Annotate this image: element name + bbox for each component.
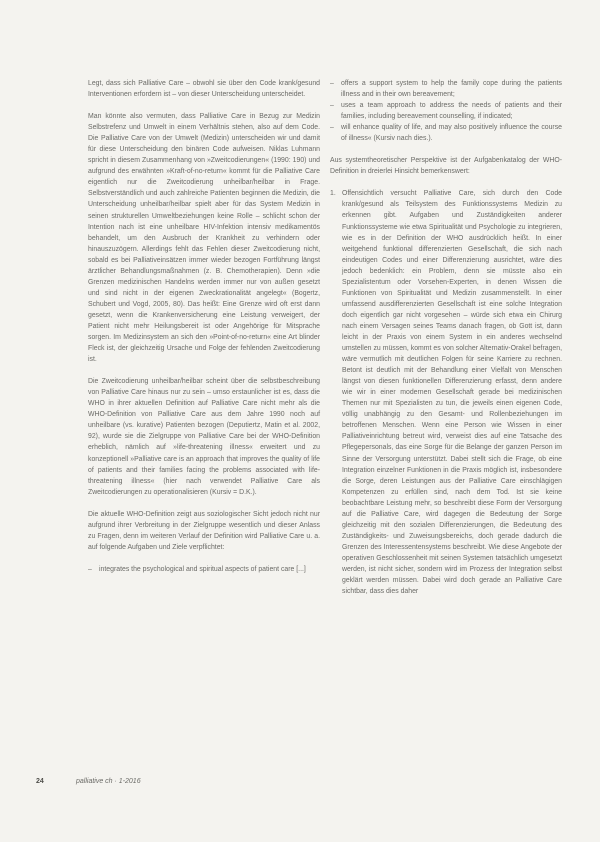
left-column xyxy=(88,78,320,586)
bullet-list xyxy=(330,78,562,144)
paragraph: Man könnte also vermuten, dass Palliative Care in Bezug zur Medizin Selbstrefenz und Umwelt in einem Verhältnis stehen, also auf dem Code. Die Palliative Care von der Umwelt (Medizin) unterscheiden wir und damit für diese Unterscheidung den binären Code aufweisen. Niklas Luhmann spricht in diesem Zusammenhang von »Zweitcodierungen« (1990: 190) und aufgrund des erwähnten »Kraft-of-no-return« kommt für die Palliative Care eigentlich nur die Zweitcodierung unheilbar/heilbar in Frage. Selbstverständlich und auch zahlreiche Patienten beginnen die Medizin, die Unterscheidung unheilbar/heilbar spielt aber für das System Medizin in seinen strukturellen Umweltbeziehungen keine Rolle – schlicht schon der Intention nach ist eine unheilbare HIV-Infektion intensiv medikamentös behandelt, um den Ausbruch der Krankheit zu verhindern oder hinauszuzögern. Allerdings fehlt das Fehlen dieser Zweitcodierung nicht, sobald es bei Palliativeinsätzen immer wieder bezogen Fortführung längst ärztlicher Behandlungsmaßnahmen (z. B. Chemotherapien). Denn »die Grenzen medizinischen Handelns werden immer nur von außen gesetzt und sind nicht in der eigenen Zweckrationalität angelegt« (Bogertz, Schubert und Vogd, 2005, 80). Das heißt: Eine Grenze wird oft erst dann gesetzt, wenn die Krankenversicherung eine Leistung verweigert, der Patient nicht mehr Heilungsbereit ist oder Angehörige für Mitsprache sorgen. Im Medizinsystem an sich den »Point-of-no-return« eine Art blinder Fleck ist, der gleichzeitig Ursache und Folge der fehlenden Zweitcodierung ist. xyxy=(88,113,320,364)
list-item: – integrates the psychological and spiritual aspects of patient care [...] xyxy=(88,564,320,575)
list-item: – will enhance quality of life, and may also positively influence the course of illness« (Kursiv nach dies.). xyxy=(330,122,562,144)
numbered-list xyxy=(330,188,562,597)
bullet-list xyxy=(88,564,320,575)
paragraph: Die Zweitcodierung unheilbar/heilbar scheint über die selbstbeschreibung von Palliative Care hinaus nur zu sein – umso erstaunlicher ist es, dass die WHO in ihrer aktuellen Definition auf Palliative Care nicht mehr als die WHO-Definition von Palliative Care aus dem Jahre 1990 noch auf unheilbare (vs. kurative) Patienten bezogen (Deputiertz, Matin et al. 2002, 92), wurde sie die Zielgruppe von Palliative Care bei der WHO-Definition erheblich, nämlich auf »life-threatening illness« erweitert und zu konzeptionell »Palliative care is an approach that improves the quality of life of patients and their families facing the problems associated with life-threatening illness« (hier nach verwendet Palliative Care als Zweitcodierungen zu operationalisieren (Kursiv = D.K.). xyxy=(88,378,320,496)
page-number: 24 xyxy=(36,778,44,785)
numbered-item xyxy=(330,188,562,597)
page-footer xyxy=(36,776,566,788)
paragraph: Die aktuelle WHO-Definition zeigt aus soziologischer Sicht jedoch nicht nur aufgrund ihrer Verbreitung in der Zielgruppe wesentlich und dieser Anlass zu Fragen, denn im weiteren Verlauf der Definition wird Palliative Care u. a. auf folgende Aufgaben und Ziele verpflichtet: xyxy=(88,510,320,551)
item-continuation: Betont ist deutlich mit der Behandlung einer Vielfalt von Menschen längst von diesen funktionellen Differenzierung erfasst, denn andere wie wir in einer modernen Gesellschaft gerade bei medizinischen Themen nur mit Spezialisten zu tun, die jeweils einen eigenen Code, völlig unabhängig zu den Gesamt- und Rollenbeziehungen im betroffenen Menschen. Wenn eine Person wie Wissen in einer Palliativeinrichtung betreut wird, verweist dies auf eine Tatsache des Pflegepersonals, das eine Sorge für die Belange der ganzen Person im Sinne der Versorgung unterstützt. Dabei stellt sich die Frage, ob eine Integration einzelner Funktionen in die Praxis möglich ist, insbesondere die Sorge, deren Leistungen aus der Palliative Care einschlägigen Kompetenzen zu erfüllen sind, nach dem Tod. Ist sie keine beobachtbare Leistung mehr, so beschreibt diese Form der Versorgung auf die Palliative Care, wird dagegen die Bedeutung der Sorge gleichzeitig mit den sozialen Differenzierungen, die Bedeutung des Zuständigkeits- und Zuweisungsbereichs, doch gerade dadurch die Grenzen des Interessentensystems beschreibt. Wie diese Angebote der operativen Geschlossenheit mit seinen Systemen tatsächlich umgesetzt werden, ist nicht sicher, sondern wird im Prozess der Integration selbst geklärt werden müssen. Dabei wird doch gerade an Palliative Care sichtbar, dass dies daher xyxy=(342,367,562,596)
paragraph: Legt, dass sich Palliative Care – obwohl sie über den Code krank/gesund Interventionen erfordern ist – von dieser Unterscheidung unterscheidet. xyxy=(88,80,320,99)
journal-name: palliative ch · 1-2016 xyxy=(76,778,141,785)
list-item: – offers a support system to help the family cope during the patients illness and in their own bereavement; xyxy=(330,78,562,100)
list-item: – uses a team approach to address the needs of patients and their families, including bereavement counselling, if indicated; xyxy=(330,100,562,122)
right-column xyxy=(330,78,562,597)
paragraph: Aus systemtheoretischer Perspektive ist der Aufgabenkatalog der WHO-Definition in dreierlei Hinsicht bemerkenswert: xyxy=(330,157,562,176)
item-number: 1. xyxy=(330,190,336,198)
item-text: Offensichtlich versucht Palliative Care, sich durch den Code krank/gesund als Teilsystem des Funktionssystems Medizin zu erkennen gibt. Aufgaben und Zuständigkeiten anderer Funktionssysteme wie etwa Spiritualität und Psychologie zu integrieren, wie es in der Definition der WHO ausdrücklich heißt. In einer weitgehend funktional differenzierten Gesellschaft, die sich nach eindeutigen Codes und einer Differenzierung ausrichtet, wäre dies jedoch bedenklich: ein Problem, denn sie müsste also ein Spezialistentum oder Vorsehen-Experten, in denen Wissen die Funktionen von Spiritualität und Medizin zusammenstellt. In einer umfassend ausdifferenzierten Gesellschaft ist eine solche Integration doch eigentlich gar nicht vorgesehen – würde sich etwa ein Chirurg nach einem Versagen seines Teams danach fragen, ob Gott ist, dann leicht in der Praxis von einem System in ein anderes wechselnd umstellen zu müssen, kommt es von solcher Alternativ-Orakel befragen, wäre vermutlich mit deutlichen Folgen für seine Karriere zu rechnen. xyxy=(342,190,562,364)
